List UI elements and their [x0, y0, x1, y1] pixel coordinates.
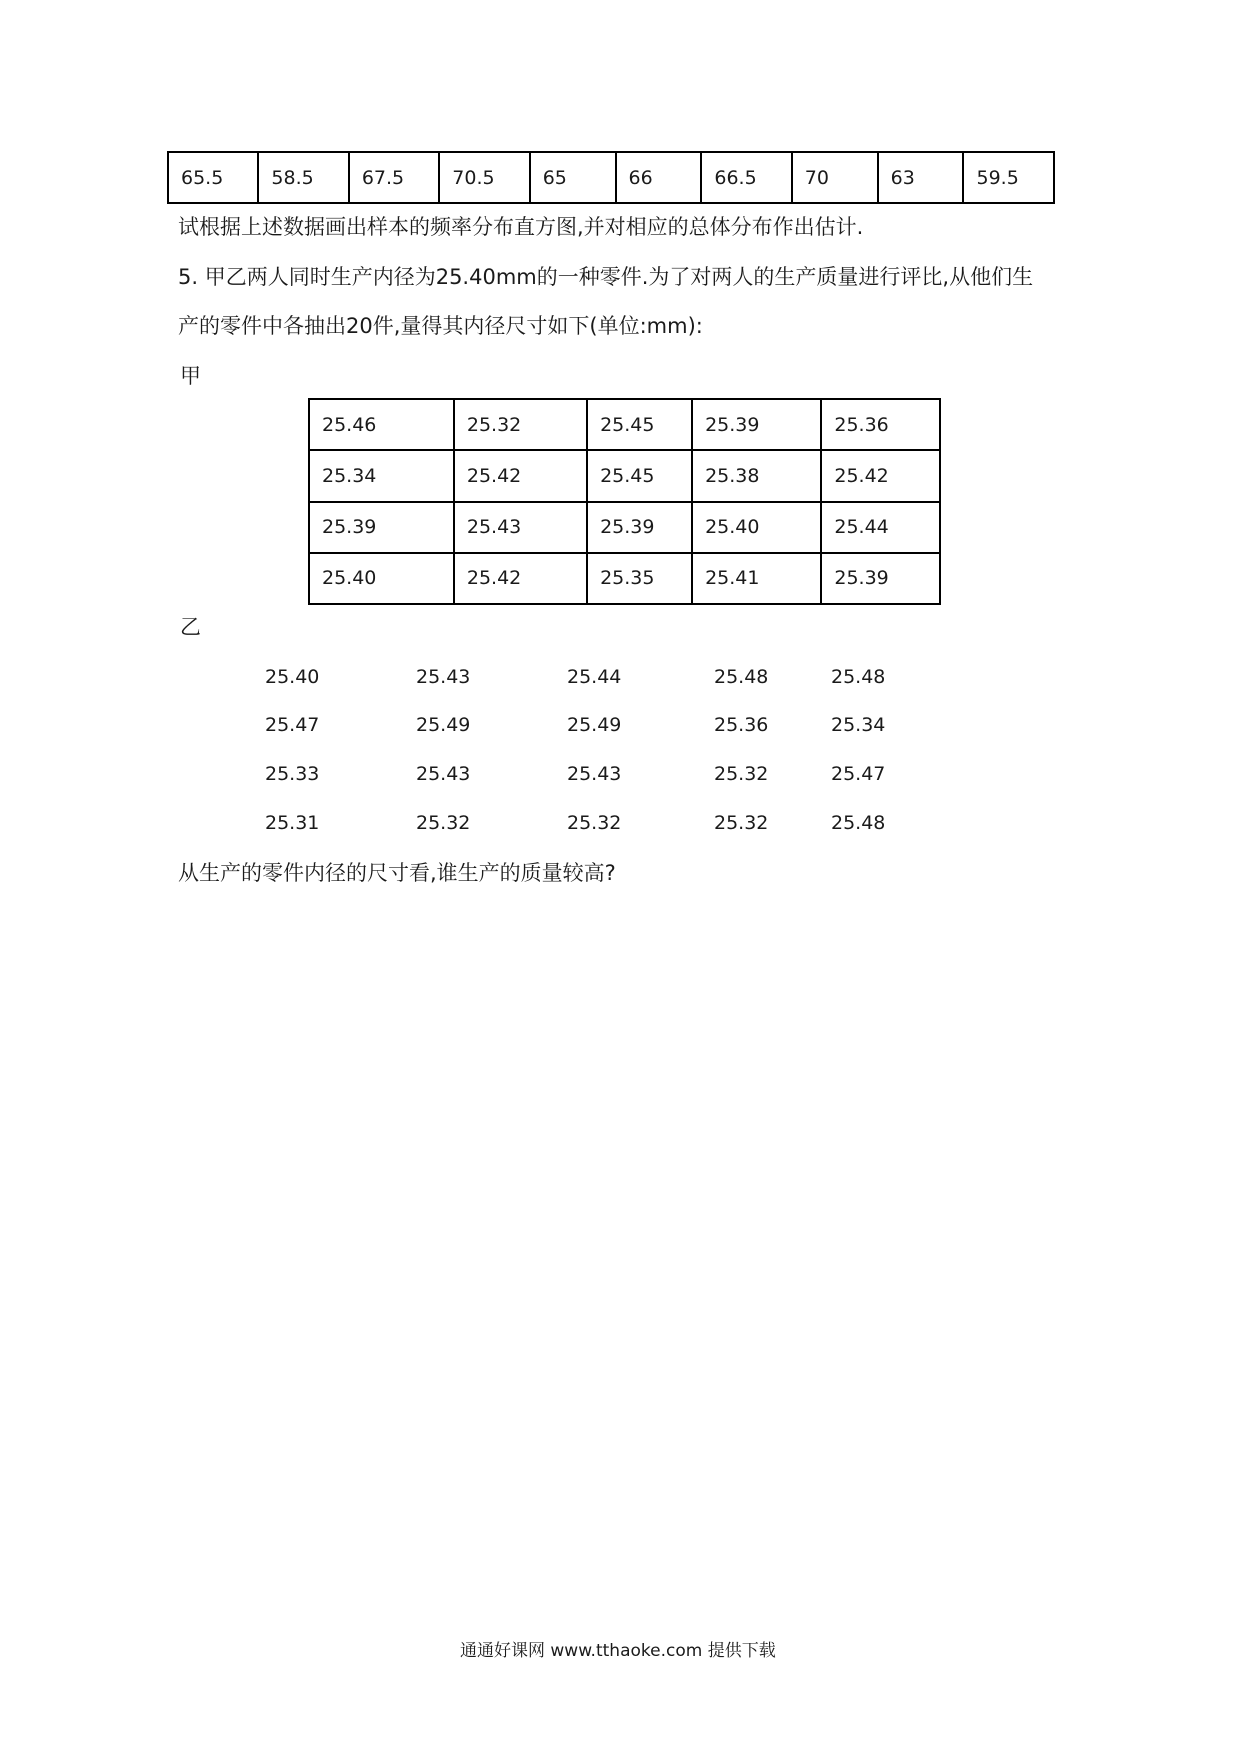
table-cell: 58.5: [258, 152, 348, 203]
table-cell: 25.45: [587, 450, 692, 501]
table-cell: 25.39: [587, 502, 692, 553]
table-cell: 25.40: [309, 553, 454, 604]
yi-value: 25.40: [265, 666, 320, 688]
data-table-top: [167, 151, 1055, 204]
problem5-line2: 产的零件中各抽出20件,量得其内径尺寸如下(单位:mm):: [178, 314, 703, 338]
yi-value: 25.33: [265, 763, 320, 785]
table-row: [168, 152, 1054, 203]
yi-value: 25.43: [416, 666, 471, 688]
yi-value: 25.49: [567, 714, 622, 736]
yi-label: 乙: [180, 615, 201, 639]
yi-value: 25.32: [714, 812, 769, 834]
table-cell: 25.43: [454, 502, 587, 553]
jia-label: 甲: [180, 364, 201, 388]
yi-value: 25.49: [416, 714, 471, 736]
footer-text: 通通好课网 www.tthaoke.com 提供下载: [460, 1641, 776, 1661]
table-cell: 25.44: [821, 502, 940, 553]
table-cell: 25.36: [821, 399, 940, 450]
yi-value: 25.43: [567, 763, 622, 785]
yi-value: 25.32: [567, 812, 622, 834]
table-cell: 25.42: [454, 553, 587, 604]
yi-value: 25.48: [831, 812, 886, 834]
table-cell: 25.40: [692, 502, 821, 553]
yi-value: 25.47: [831, 763, 886, 785]
table-cell: 25.39: [821, 553, 940, 604]
table-cell: 25.35: [587, 553, 692, 604]
table-cell: 65.5: [168, 152, 258, 203]
table-cell: 66.5: [701, 152, 791, 203]
yi-value: 25.43: [416, 763, 471, 785]
table-row: [309, 553, 940, 604]
yi-value: 25.32: [714, 763, 769, 785]
yi-value: 25.48: [714, 666, 769, 688]
yi-value: 25.47: [265, 714, 320, 736]
table-cell: 59.5: [963, 152, 1054, 203]
table-cell: 25.46: [309, 399, 454, 450]
table-cell: 25.39: [309, 502, 454, 553]
table-cell: 67.5: [349, 152, 439, 203]
table-cell: 25.38: [692, 450, 821, 501]
table-cell: 25.42: [454, 450, 587, 501]
table-cell: 25.32: [454, 399, 587, 450]
table-cell: 63: [878, 152, 964, 203]
yi-value: 25.48: [831, 666, 886, 688]
table-row: [309, 502, 940, 553]
table-cell: 25.34: [309, 450, 454, 501]
yi-value: 25.36: [714, 714, 769, 736]
table-cell: 65: [530, 152, 616, 203]
table-cell: 70: [792, 152, 878, 203]
table-cell: 25.42: [821, 450, 940, 501]
yi-value: 25.44: [567, 666, 622, 688]
table-cell: 25.41: [692, 553, 821, 604]
table-cell: 25.39: [692, 399, 821, 450]
instruction-text: 试根据上述数据画出样本的频率分布直方图,并对相应的总体分布作出估计.: [178, 215, 864, 239]
problem5-line1: 5. 甲乙两人同时生产内径为25.40mm的一种零件.为了对两人的生产质量进行评比,从他们生: [178, 265, 1034, 289]
question-text: 从生产的零件内径的尺寸看,谁生产的质量较高?: [178, 861, 616, 885]
jia-data-table: [308, 398, 941, 605]
yi-value: 25.34: [831, 714, 886, 736]
yi-value: 25.32: [416, 812, 471, 834]
table-row: [309, 399, 940, 450]
table-cell: 25.45: [587, 399, 692, 450]
table-cell: 66: [616, 152, 702, 203]
table-cell: 70.5: [439, 152, 529, 203]
yi-value: 25.31: [265, 812, 320, 834]
table-row: [309, 450, 940, 501]
